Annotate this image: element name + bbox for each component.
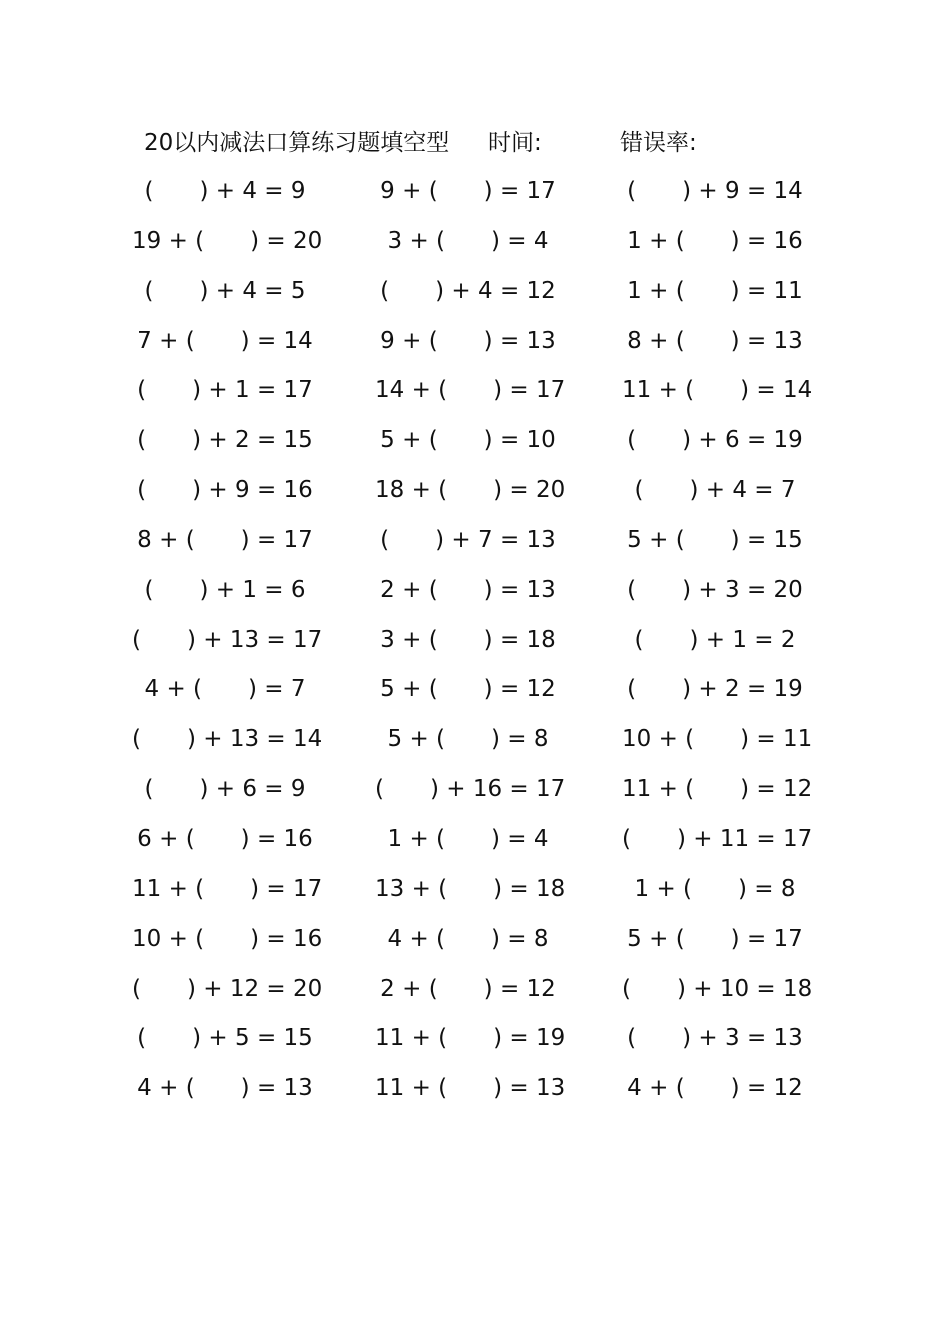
problem-cell: 5 + ( ) = 12 (380, 676, 556, 703)
problem-cell: 2 + ( ) = 12 (380, 975, 556, 1002)
problem-cell: ( ) + 1 = 6 (144, 576, 306, 603)
problem-cell: 10 + ( ) = 16 (132, 925, 323, 952)
problem-cell: ( ) + 4 = 12 (380, 277, 556, 304)
worksheet-header (0, 126, 950, 160)
problem-cell: ( ) + 1 = 17 (137, 377, 313, 404)
problem-cell: ( ) + 5 = 15 (137, 1025, 313, 1052)
problem-row (0, 720, 950, 770)
problem-cell: ( ) + 10 = 18 (622, 975, 813, 1002)
problem-row (0, 322, 950, 372)
problem-row (0, 621, 950, 671)
problem-cell: 7 + ( ) = 14 (137, 327, 313, 354)
problem-row (0, 571, 950, 621)
problem-cell: ( ) + 2 = 19 (627, 676, 803, 703)
problem-cell: 1 + ( ) = 11 (627, 277, 803, 304)
problem-cell: ( ) + 2 = 15 (137, 427, 313, 454)
problem-cell: ( ) + 7 = 13 (380, 526, 556, 553)
error-rate-label: 错误率: (620, 130, 697, 156)
problem-cell: 6 + ( ) = 16 (137, 825, 313, 852)
problem-cell: ( ) + 3 = 20 (627, 576, 803, 603)
problem-grid (0, 172, 950, 1119)
problem-cell: 3 + ( ) = 18 (380, 626, 556, 653)
problem-row (0, 1019, 950, 1069)
problem-cell: ( ) + 11 = 17 (622, 825, 813, 852)
problem-row (0, 920, 950, 970)
problem-cell: 19 + ( ) = 20 (132, 227, 323, 254)
problem-cell: 11 + ( ) = 12 (622, 776, 813, 803)
problem-row (0, 820, 950, 870)
worksheet-title: 20以内减法口算练习题填空型 (144, 130, 450, 156)
problem-row (0, 670, 950, 720)
problem-cell: 5 + ( ) = 10 (380, 427, 556, 454)
problem-cell: 1 + ( ) = 8 (634, 875, 796, 902)
problem-cell: 5 + ( ) = 8 (387, 726, 549, 753)
problem-cell: ( ) + 9 = 16 (137, 477, 313, 504)
problem-row (0, 371, 950, 421)
problem-row (0, 272, 950, 322)
problem-row (0, 471, 950, 521)
problem-cell: 5 + ( ) = 15 (627, 526, 803, 553)
problem-cell: 5 + ( ) = 17 (627, 925, 803, 952)
problem-row (0, 770, 950, 820)
problem-cell: 4 + ( ) = 7 (144, 676, 306, 703)
problem-cell: 4 + ( ) = 13 (137, 1075, 313, 1102)
problem-cell: 11 + ( ) = 19 (375, 1025, 566, 1052)
problem-cell: ( ) + 12 = 20 (132, 975, 323, 1002)
problem-cell: 1 + ( ) = 16 (627, 227, 803, 254)
problem-cell: ( ) + 13 = 14 (132, 726, 323, 753)
problem-cell: 3 + ( ) = 4 (387, 227, 549, 254)
problem-cell: ( ) + 6 = 19 (627, 427, 803, 454)
problem-cell: 8 + ( ) = 13 (627, 327, 803, 354)
problem-cell: 11 + ( ) = 17 (132, 875, 323, 902)
problem-cell: 14 + ( ) = 17 (375, 377, 566, 404)
problem-cell: 9 + ( ) = 13 (380, 327, 556, 354)
problem-cell: 4 + ( ) = 12 (627, 1075, 803, 1102)
problem-cell: ( ) + 1 = 2 (634, 626, 796, 653)
problem-row (0, 222, 950, 272)
problem-row (0, 521, 950, 571)
time-label: 时间: (488, 130, 542, 156)
problem-cell: 10 + ( ) = 11 (622, 726, 813, 753)
problem-cell: 4 + ( ) = 8 (387, 925, 549, 952)
problem-cell: ( ) + 4 = 5 (144, 277, 306, 304)
problem-cell: 18 + ( ) = 20 (375, 477, 566, 504)
problem-cell: 13 + ( ) = 18 (375, 875, 566, 902)
problem-cell: ( ) + 6 = 9 (144, 776, 306, 803)
problem-cell: 9 + ( ) = 17 (380, 178, 556, 204)
problem-cell: ( ) + 13 = 17 (132, 626, 323, 653)
problem-cell: ( ) + 9 = 14 (627, 178, 803, 204)
problem-cell: 11 + ( ) = 13 (375, 1075, 566, 1102)
problem-cell: ( ) + 16 = 17 (375, 776, 566, 803)
problem-cell: ( ) + 4 = 9 (144, 178, 306, 204)
problem-row (0, 1069, 950, 1119)
problem-row (0, 970, 950, 1020)
problem-cell: 11 + ( ) = 14 (622, 377, 813, 404)
problem-cell: ( ) + 3 = 13 (627, 1025, 803, 1052)
problem-row (0, 172, 950, 222)
problem-cell: 8 + ( ) = 17 (137, 526, 313, 553)
problem-cell: 1 + ( ) = 4 (387, 825, 549, 852)
problem-row (0, 421, 950, 471)
problem-row (0, 870, 950, 920)
problem-cell: ( ) + 4 = 7 (634, 477, 796, 504)
problem-cell: 2 + ( ) = 13 (380, 576, 556, 603)
